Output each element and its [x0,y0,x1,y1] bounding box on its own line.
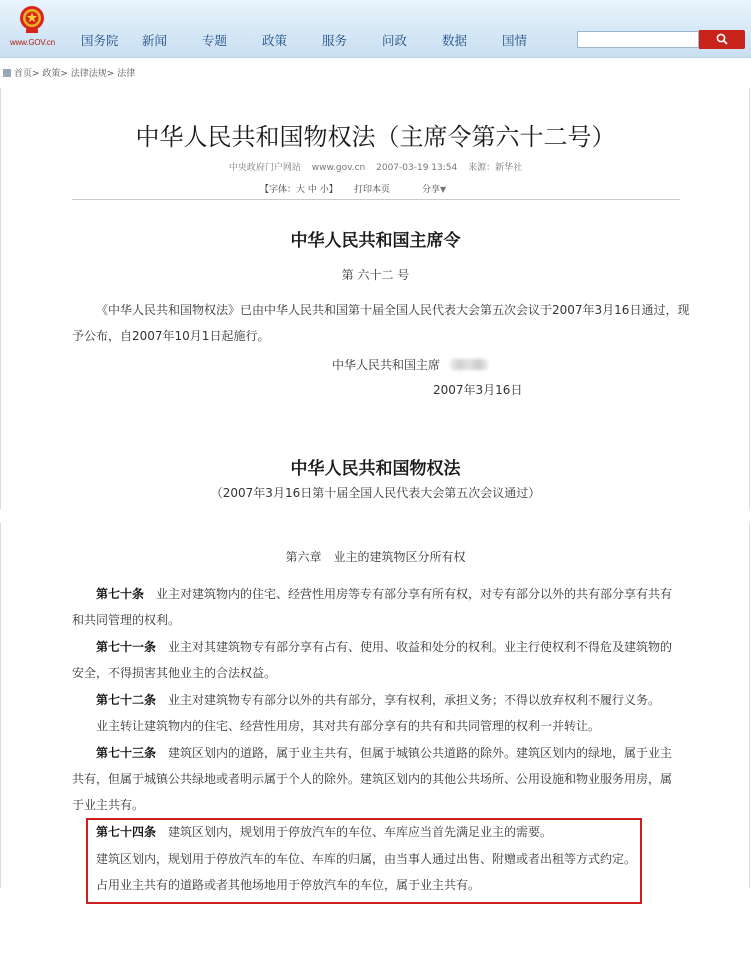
order-number: 第 六十二 号 [341,268,410,282]
national-emblem-icon [19,5,45,35]
meta-domain: www.gov.cn [311,163,366,173]
search-button[interactable] [699,30,745,49]
article-label: 第七十三条 [96,746,157,760]
article-text: 建筑区划内，规划用于停放汽车的车位、车库的归属，由当事人通过出售、附赠或者出租等方式约定。 [96,852,637,866]
blurred-name [450,359,488,370]
print-button[interactable]: 打印本页 [354,185,391,195]
home-icon [3,69,11,77]
meta-datetime: 2007-03-19 13:54 [376,163,458,173]
share-label: 分享 [422,185,441,195]
search-icon [716,33,728,45]
article-text: 业主对建筑物内的住宅、经营性用房等专有部分享有所有权，对专有部分以外的共有部分享有共有 [156,587,673,601]
article-line [72,664,276,681]
article-meta [0,160,751,173]
title-divider [72,199,680,200]
law-subtitle: （2007年3月16日第十届全国人民代表大会第五次会议通过） [210,486,541,500]
chapter-heading: 第六章 业主的建筑物区分所有权 [285,550,466,564]
highlight-box [86,818,642,904]
logo-site-text: www.GOV.cn [10,38,55,47]
article-line [96,744,672,761]
breadcrumb[interactable] [3,66,135,79]
site-logo[interactable] [10,5,54,53]
article-line [96,691,660,708]
article-label: 第七十四条 [96,825,157,839]
article-line [72,611,180,628]
article-label: 第七十条 [96,587,145,601]
order-text: 《中华人民共和国物权法》已由中华人民共和国第十届全国人民代表大会第五次会议于2007年3月16日通过，现予公布，自2007年10月1日起施行。 [72,303,690,343]
nav-item-policy[interactable]: 政策 [262,33,288,48]
search-input[interactable] [577,31,699,48]
nav-item-national-info[interactable]: 国情 [502,33,528,48]
nav-item-news[interactable]: 新闻 [142,33,168,48]
share-button[interactable] [422,182,446,195]
meta-source: 来源：新华社 [468,163,523,173]
page-title: 中华人民共和国物权法（主席令第六十二号） [135,123,616,151]
article-text: 业主对建筑物专有部分以外的共有部分，享有权利，承担义务；不得以放弃权利不履行义务。 [168,693,661,707]
article-text: 占用业主共有的道路或者其他场地用于停放汽车的车位，属于业主共有。 [96,878,481,892]
article-text: 共有，但属于城镇公共绿地或者明示属于个人的除外。建筑区划内的其他公共场所、公用设施和物业服务用房，属 [72,772,673,786]
nav-item-data[interactable]: 数据 [442,33,468,48]
article-text: 建筑区划内的道路，属于业主共有，但属于城镇公共道路的除外。建筑区划内的绿地，属于业主 [168,746,673,760]
nav-item-services[interactable]: 服务 [322,33,348,48]
article-text: 和共同管理的权利。 [72,613,181,627]
article-line [72,770,672,787]
caret-down-icon: ▼ [440,185,447,194]
order-heading: 中华人民共和国主席令 [290,231,461,251]
order-date: 2007年3月16日 [433,383,523,397]
meta-source-site: 中央政府门户网站 [228,163,301,173]
article-text: 安全，不得损害其他业主的合法权益。 [72,666,277,680]
order-signer [332,356,488,373]
article-line [96,585,672,602]
nav-item-topics[interactable]: 专题 [202,33,228,48]
article-label: 第七十二条 [96,693,157,707]
font-size-control[interactable]: 【字体：大 中 小】 [260,185,338,195]
article-text: 建筑区划内，规划用于停放汽车的车位、车库应当首先满足业主的需要。 [168,825,553,839]
article-line [96,717,600,734]
article-text: 于业主共有。 [72,798,145,812]
article-line [96,638,672,655]
article-label: 第七十一条 [96,640,157,654]
nav-item-inquiry[interactable]: 问政 [382,33,408,48]
order-signer-title: 中华人民共和国主席 [332,358,441,372]
breadcrumb-text: 首页> 政策> 法律法规> 法律 [14,69,136,79]
nav-item-state-council[interactable]: 国务院 [81,33,119,48]
article-text: 业主对其建筑物专有部分享有占有、使用、收益和处分的权利。业主行使权利不得危及建筑物的 [168,640,673,654]
article-line [72,796,144,813]
screenshot-gap [0,509,751,523]
law-heading: 中华人民共和国物权法 [290,459,461,479]
article-text: 业主转让建筑物内的住宅、经营性用房，其对共有部分享有的共有和共同管理的权利一并转让。 [96,719,601,733]
site-header [0,0,751,58]
